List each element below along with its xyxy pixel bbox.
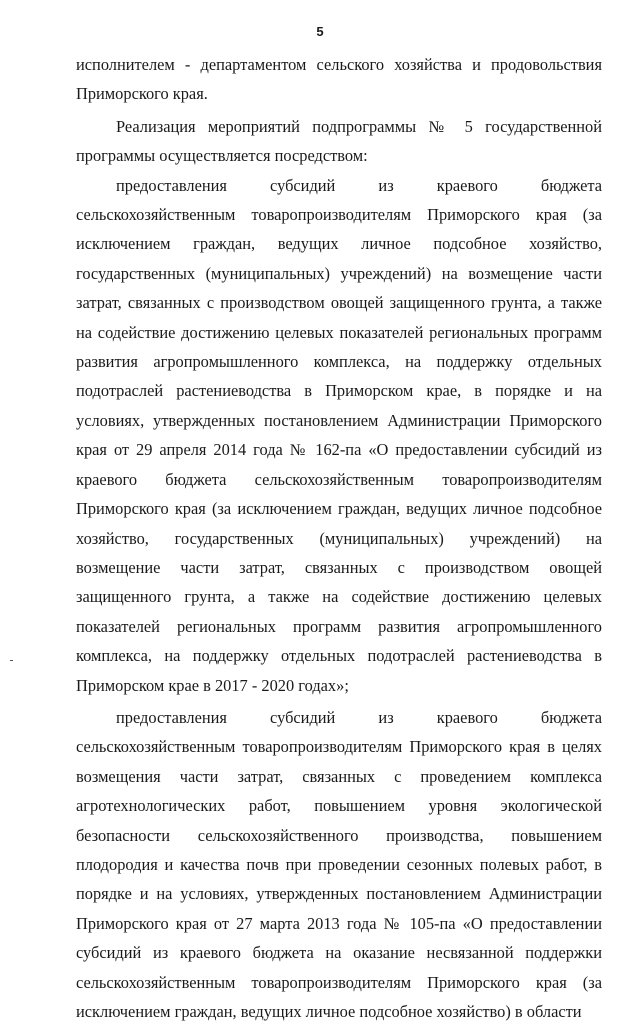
page-number: 5 <box>316 24 324 39</box>
paragraph-subsidy-greenhouse: предоставления субсидий из краевого бюджета сельскохозяйственным товаропроизводителям Приморского края (за исключением граждан, ведущих личное подсобное хозяйство, государственных (муниципальных) учреждений) на возмещение части затрат, связанных с производством овощей защищенного грунта, а также на содействие достижению целевых показателей региональных программ развития агропромышленного комплекса, на поддержку отдельных подотраслей растениеводства в Приморском крае, в порядке и на условиях, утвержденных постановлением Администрации Приморского края от 29 апреля 2014 года № 162-па «О предоставлении субсидий из краевого бюджета сельскохозяйственным товаропроизводителям Приморского края (за исключением граждан, ведущих личное подсобное хозяйство, государственных (муниципальных) учреждений) на возмещение части затрат, связанных с производством овощей защищенного грунта, а также на содействие достижению целевых показателей региональных программ развития агропромышленного комплекса, на поддержку отдельных подотраслей растениеводства в Приморском крае в 2017 - 2020 годах»; <box>76 175 602 695</box>
paragraph-implementation-intro: Реализация мероприятий подпрограммы № 5 государственной программы осуществляется посредством: <box>76 116 602 166</box>
paragraph-subsidy-agrotech: предоставления субсидий из краевого бюджета сельскохозяйственным товаропроизводителям Приморского края в целях возмещения части затрат, связанных с проведением комплекса агротехнологических работ, повышением уровня экологической безопасности сельскохозяйственного производства, повышением плодородия и качества почв при проведении сезонных полевых работ, в порядке и на условиях, утвержденных постановлением Администрации Приморского края от 27 марта 2013 года № 105-па «О предоставлении субсидий из краевого бюджета на оказание несвязанной поддержки сельскохозяйственным товаропроизводителям Приморского края (за исключением граждан, ведущих личное подсобное хозяйство) в области <box>76 707 602 1021</box>
document-body <box>76 50 602 1026</box>
paragraph-executor-continuation: Приморского края. <box>76 84 208 104</box>
paragraph-executor-line: исполнителем - департаментом сельского хозяйства и продовольствия <box>76 55 602 74</box>
scan-margin-mark <box>10 660 13 661</box>
